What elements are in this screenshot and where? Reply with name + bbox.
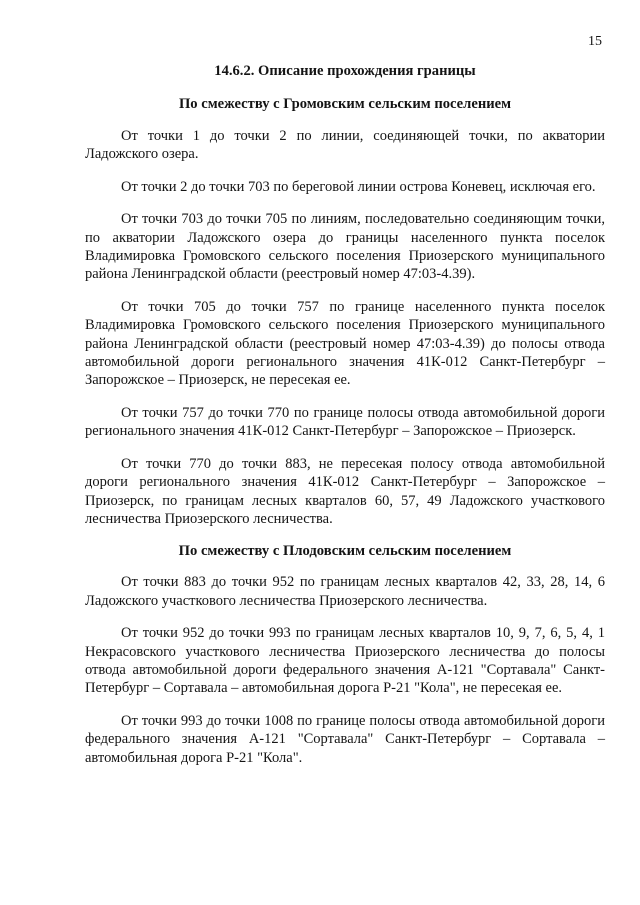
boundary-paragraph: От точки 770 до точки 883, не пересекая полосу отвода автомобильной дороги регионального значения 41К-012 Санкт-Петербург – Запорожское – Приозерск, по границам лесных кварталов 60, 57, 49 Ладожского участкового лесничества Приозерского лесничества.: [85, 455, 605, 527]
boundary-paragraph: От точки 705 до точки 757 по границе населенного пункта поселок Владимировка Громовского сельского поселения Приозерского муниципального района Ленинградской области (реестровый номер 47:03-4.39) до полосы отвода автомобильной дороги регионального значения 41К-012 Санкт-Петербург – Запорожское – Приозерск, не пересекая ее.: [85, 298, 605, 389]
page-number: 15: [588, 34, 602, 49]
boundary-paragraph: От точки 1 до точки 2 по линии, соединяющей точки, по акватории Ладожского озера.: [85, 128, 605, 163]
subsection-title-gromovskoe: По смежеству с Громовским сельским поселением: [178, 96, 512, 112]
boundary-paragraph: От точки 883 до точки 952 по границам лесных кварталов 42, 33, 28, 14, 6 Ладожского участкового лесничества Приозерского лесничества.: [85, 574, 605, 609]
boundary-paragraph: От точки 952 до точки 993 по границам лесных кварталов 10, 9, 7, 6, 5, 4, 1 Некрасовского участкового лесничества Приозерского лесничества до полосы отвода автомобильной дороги федерального значения А-121 "Сортавала" Санкт-Петербург – Сортавала – автомобильная дорога Р-21 "Кола", не пересекая ее.: [85, 625, 605, 697]
section-title: 14.6.2. Описание прохождения границы: [214, 63, 476, 79]
document-body: [85, 62, 605, 781]
boundary-paragraph: От точки 757 до точки 770 по границе полосы отвода автомобильной дороги регионального значения 41К-012 Санкт-Петербург – Запорожское – Приозерск.: [85, 404, 605, 440]
boundary-paragraph: От точки 993 до точки 1008 по границе полосы отвода автомобильной дороги федерального значения А-121 "Сортавала" Санкт-Петербург – Сортавала – автомобильная дорога Р-21 "Кола".: [85, 712, 605, 766]
subsection-title-plodovskoe: По смежеству с Плодовским сельским поселением: [178, 543, 512, 560]
boundary-paragraph: От точки 2 до точки 703 по береговой линии острова Коневец, исключая его.: [121, 178, 596, 195]
boundary-paragraph: От точки 703 до точки 705 по линиям, последовательно соединяющим точки, по акватории Ладожского озера до границы населенного пункта поселок Владимировка Громовского сельского поселения Приозерского муниципального района Ленинградской области (реестровый номер 47:03-4.39).: [85, 211, 605, 283]
